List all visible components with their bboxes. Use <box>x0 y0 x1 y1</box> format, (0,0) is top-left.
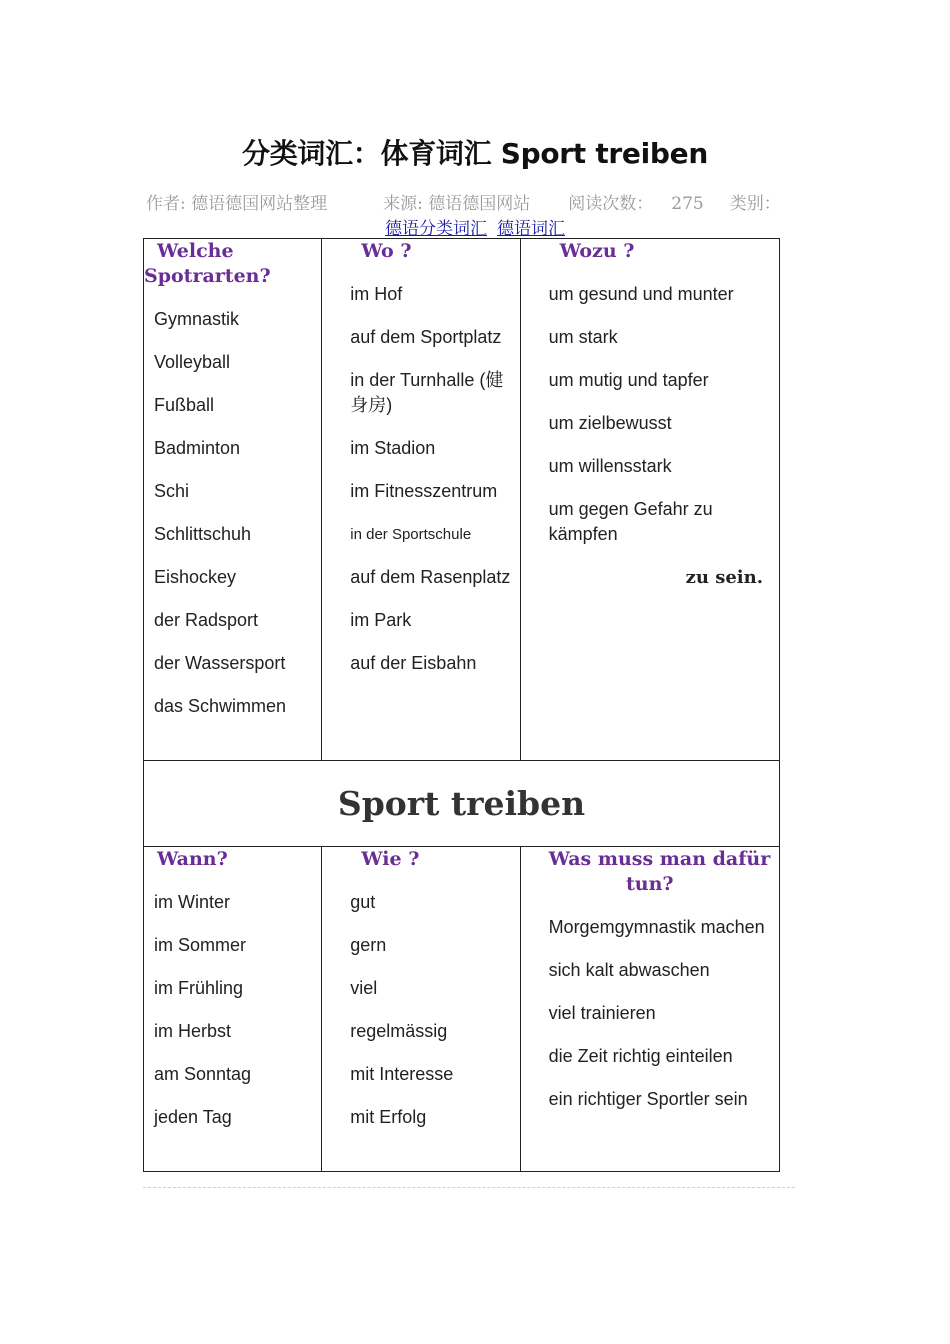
list-item: jeden Tag <box>154 1107 232 1127</box>
list-item: Badminton <box>154 438 241 458</box>
table-row <box>144 761 780 847</box>
list-item: gern <box>350 935 387 955</box>
list-item: Morgemgymnastik machen <box>548 917 765 937</box>
vocab-table <box>143 238 780 1172</box>
list-item: die Zeit richtig einteilen <box>548 1046 733 1066</box>
purpose-cell <box>520 239 779 761</box>
how-list <box>322 890 519 1130</box>
table-row <box>144 847 780 1172</box>
purpose-header: Wozu ? <box>559 240 635 262</box>
when-list <box>144 890 321 1130</box>
purpose-list <box>521 282 779 547</box>
what-to-do-header: Was muss man dafür tun? <box>548 848 771 895</box>
list-item: auf der Eisbahn <box>350 653 477 673</box>
list-item: um gesund und munter <box>548 284 734 304</box>
sport-types-cell <box>144 239 322 761</box>
list-item: um mutig und tapfer <box>548 370 709 390</box>
list-item: im Hof <box>350 284 403 304</box>
list-item: mit Interesse <box>350 1064 454 1084</box>
author: 作者: 德语德国网站整理 <box>146 194 328 214</box>
how-cell <box>322 847 520 1172</box>
reads-count: 275 <box>671 194 704 214</box>
center-title: Sport treiben <box>337 784 586 823</box>
list-item: gut <box>350 892 376 912</box>
list-item: am Sonntag <box>154 1064 252 1084</box>
list-item: das Schwimmen <box>154 696 287 716</box>
how-header: Wie ? <box>361 848 420 870</box>
list-item: im Stadion <box>350 438 436 458</box>
category-label: 类别： <box>729 194 781 214</box>
source: 来源: 德语德国网站 <box>383 194 531 214</box>
category-link-vocab[interactable]: 德语词汇 <box>497 219 565 239</box>
list-item: Gymnastik <box>154 309 240 329</box>
article-meta <box>146 189 816 214</box>
list-item: viel trainieren <box>548 1003 656 1023</box>
list-item: mit Erfolg <box>350 1107 427 1127</box>
places-cell <box>322 239 520 761</box>
list-item: sich kalt abwaschen <box>548 960 710 980</box>
what-to-do-cell <box>520 847 779 1172</box>
when-header: Wann? <box>157 848 228 870</box>
list-item: viel <box>350 978 378 998</box>
center-title-cell <box>144 761 780 847</box>
list-item: im Frühling <box>154 978 244 998</box>
list-item: auf dem Rasenplatz <box>350 567 511 587</box>
places-header: Wo ? <box>361 240 412 262</box>
list-item: Schi <box>154 481 190 501</box>
list-item: Volleyball <box>154 352 231 372</box>
divider <box>143 1187 795 1188</box>
list-item: um stark <box>548 327 618 347</box>
reads-label: 阅读次数： <box>568 194 654 214</box>
list-item: ein richtiger Sportler sein <box>548 1089 748 1109</box>
list-item: der Radsport <box>154 610 259 630</box>
category-link-vocab-classified[interactable]: 德语分类词汇 <box>385 219 487 239</box>
list-item: auf dem Sportplatz <box>350 327 502 347</box>
list-item: in der Turnhalle (健身房) <box>350 370 504 415</box>
category-links <box>0 214 950 239</box>
list-item: in der Sportschule <box>350 526 472 543</box>
list-item: um willensstark <box>548 456 672 476</box>
list-item: um zielbewusst <box>548 413 672 433</box>
purpose-suffix: zu sein. <box>685 567 763 588</box>
list-item: der Wassersport <box>154 653 286 673</box>
when-cell <box>144 847 322 1172</box>
list-item: im Winter <box>154 892 230 912</box>
sport-types-list <box>144 307 321 719</box>
list-item: Schlittschuh <box>154 524 252 544</box>
list-item: im Park <box>350 610 412 630</box>
table-row <box>144 239 780 761</box>
list-item: Eishockey <box>154 567 237 587</box>
list-item: im Sommer <box>154 935 247 955</box>
list-item: im Fitnesszentrum <box>350 481 498 501</box>
places-list <box>322 282 519 676</box>
list-item: um gegen Gefahr zu kämpfen <box>548 499 713 544</box>
list-item: im Herbst <box>154 1021 232 1041</box>
list-item: regelmässig <box>350 1021 448 1041</box>
list-item: Fußball <box>154 395 215 415</box>
sport-types-header: Welche Spotrarten? <box>144 240 271 287</box>
page-title: 分类词汇：体育词汇 Sport treiben <box>242 137 708 170</box>
what-to-do-list <box>521 915 779 1112</box>
